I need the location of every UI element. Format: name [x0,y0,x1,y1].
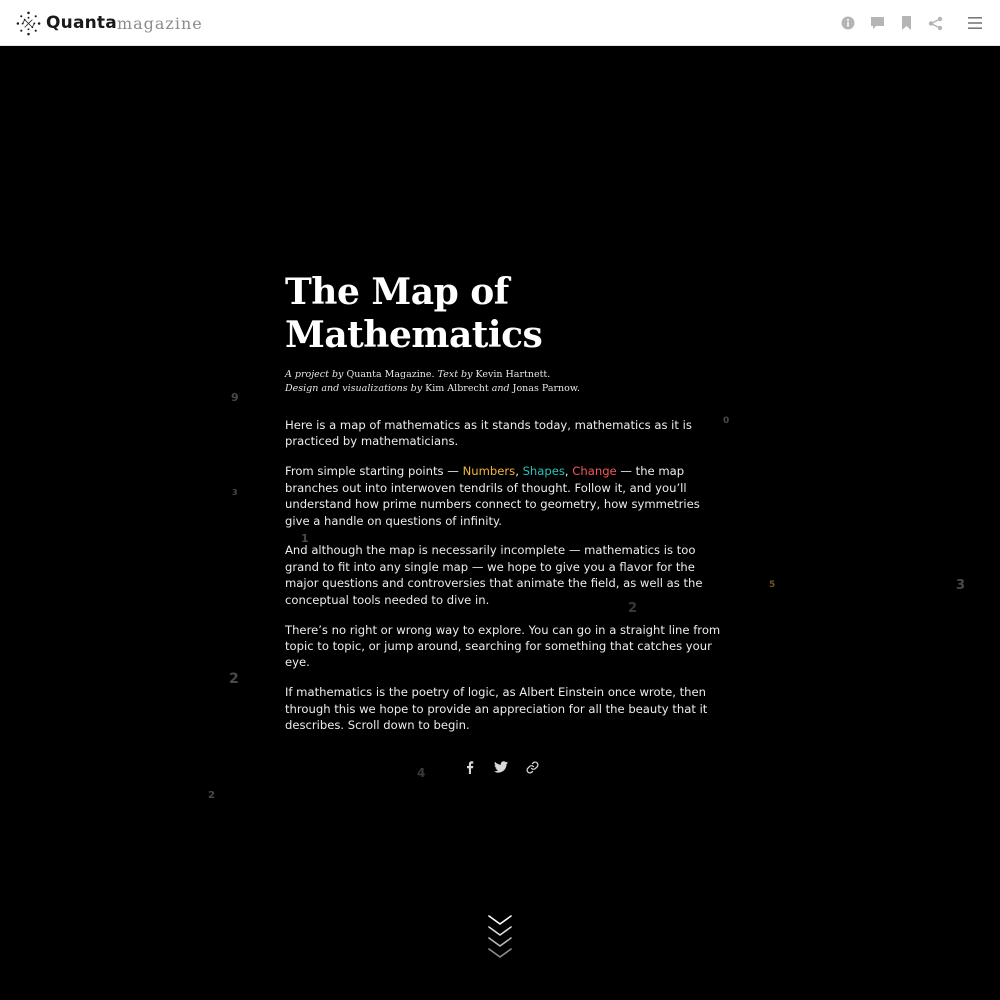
scroll-down-chevrons-icon[interactable] [486,913,514,961]
paragraph-2 [285,463,721,529]
credit-designer: Kim Albrecht [425,383,489,394]
credit-publisher: Quanta Magazine. [346,369,435,380]
quanta-logo[interactable] [15,10,203,36]
intro-article [285,271,721,747]
credits [285,368,721,396]
title-line-1: The Map of [285,271,509,313]
separator: , [515,464,519,479]
background-numeral: 0 [723,416,730,426]
info-icon[interactable] [837,12,859,34]
background-numeral: 3 [232,488,238,497]
link-icon[interactable] [522,757,542,777]
credit-label: Text by [437,369,473,380]
top-bar [0,0,1000,46]
share-icon[interactable] [924,12,946,34]
change-link[interactable]: Change [572,464,617,479]
paragraph-3: And although the map is necessarily incomplete — mathematics is too grand to fit into any single map — we hope to give you a flavor for the major questions and controversies that animate the field, as well as the conceptual tools needed to dive in. [285,543,703,607]
background-numeral: 2 [628,601,638,616]
credit-author: Kevin Hartnett. [475,369,551,380]
shapes-link[interactable]: Shapes [522,464,565,479]
bookmark-icon[interactable] [895,12,917,34]
credits-line-1 [285,368,721,382]
background-numeral: 2 [229,671,239,687]
background-numeral: 3 [956,578,966,593]
background-numeral: 1 [301,532,309,545]
paragraph-5: If mathematics is the poetry of logic, as Albert Einstein once wrote, then through this we hope to provide an appreciation for all the beauty that it describes. Scroll down to begin. [285,685,708,733]
paragraph-4: There’s no right or wrong way to explore. You can go in a straight line from topic to topic, or jump around, searching for something that catches your eye. [285,622,721,670]
logo-word-quanta: Quanta [46,13,117,33]
background-numeral: 9 [231,391,239,404]
header-actions [830,12,986,34]
twitter-icon[interactable] [491,757,511,777]
background-numeral: 4 [417,766,426,780]
article-body [285,417,721,734]
credit-label: and [491,383,510,394]
page-title [285,271,615,357]
paragraph-1: Here is a map of mathematics as it stands today, mathematics as it is practiced by mathematicians. [285,418,692,449]
comment-icon[interactable] [866,12,888,34]
separator: , [564,464,569,479]
paragraph-2-start: From simple starting points — [285,464,459,479]
numbers-link[interactable]: Numbers [462,464,516,479]
background-numeral: 5 [769,580,776,590]
menu-icon[interactable] [964,12,986,34]
credit-label: A project by [285,369,344,380]
facebook-icon[interactable] [460,757,480,777]
logo-word-magazine: magazine [116,13,203,33]
paragraph-2-end: — the map branches out into interwoven tendrils of thought. Follow it, and you’ll understand how prime numbers connect to geometry, how symmetries give a handle on questions of infinity. [285,464,700,528]
credit-designer: Jonas Parnow. [512,383,580,394]
credits-line-2 [285,382,721,396]
credit-label: Design and visualizations by [285,383,423,394]
background-numeral: 2 [208,790,215,801]
quanta-logo-mark-icon [15,10,42,37]
share-row [460,757,553,777]
title-line-2: Mathematics [285,314,543,356]
